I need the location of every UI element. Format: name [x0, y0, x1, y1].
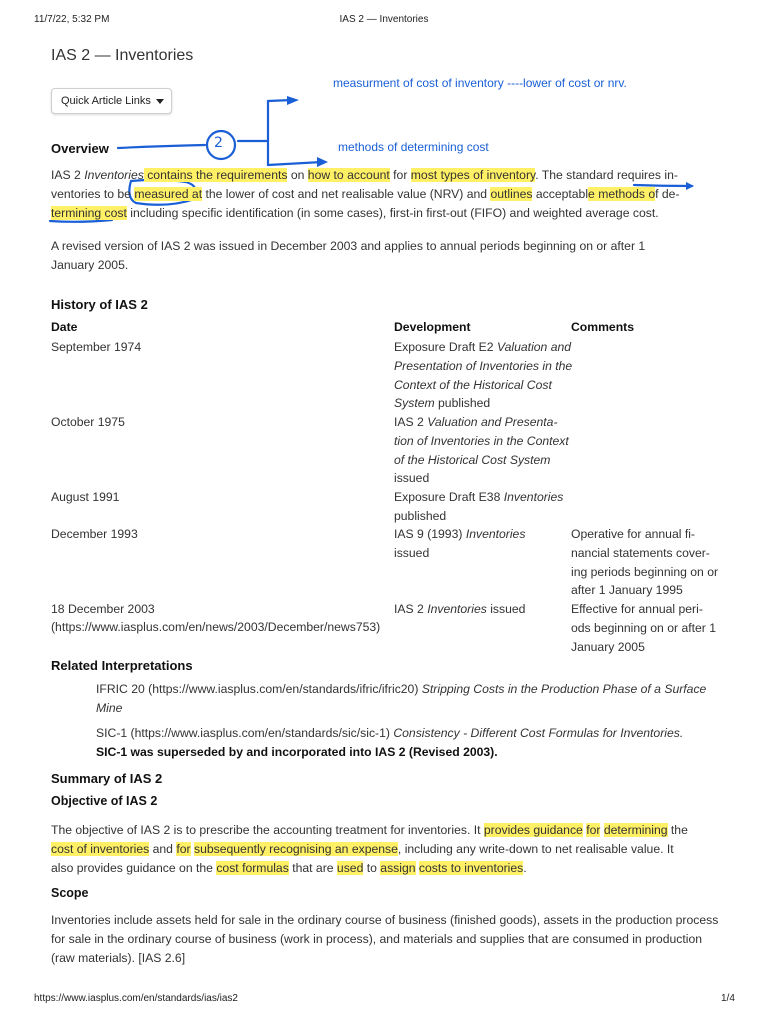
print-datetime: 11/7/22, 5:32 PM [34, 14, 110, 25]
print-title: IAS 2 — Inventories [339, 14, 429, 25]
table-row-development: IAS 2 Valuation and Presenta-tion of Inventories in the Context of the Historical Cost System issued [394, 415, 569, 486]
table-row-comments: Effective for annual peri-ods beginning on or after 1 January 2005 [571, 602, 717, 654]
sic1-link[interactable]: SIC-1 (https://www.iasplus.com/en/standards/sic/sic-1) [96, 726, 394, 740]
table-row-date-link[interactable]: (https://www.iasplus.com/en/news/2003/December/news753) [51, 620, 381, 634]
ifric20-link[interactable]: IFRIC 20 (https://www.iasplus.com/en/standards/ifric/ifric20) [96, 682, 422, 696]
overview-revised-paragraph: A revised version of IAS 2 was issued in December 2003 and applies to annual periods beginning on or after 1 January 2005. [51, 239, 646, 272]
annotation-methods: methods of determining cost [338, 140, 489, 154]
scope-paragraph: Inventories include assets held for sale in the ordinary course of business (finished goods), assets in the production process for sale in the ordinary course of business (work in process), and materials and supplies that are consumed in production (raw materials). [IAS 2.6] [51, 913, 719, 965]
related-heading: Related Interpretations [51, 658, 193, 673]
table-row-date: 18 December 2003 [51, 602, 155, 616]
table-row-comments: Operative for annual fi-nancial statements cover-ing periods beginning on or after 1 January 1995 [571, 527, 719, 598]
table-row-development: Exposure Draft E38 Inventories published [394, 490, 564, 523]
col-header-comments: Comments [571, 320, 634, 334]
table-row-development: Exposure Draft E2 Valuation and Presentation of Inventories in the Context of the Historical Cost System published [394, 340, 573, 411]
summary-heading: Summary of IAS 2 [51, 771, 163, 786]
col-header-development: Development [394, 320, 471, 334]
table-row-date: October 1975 [51, 415, 125, 429]
table-row-development: IAS 9 (1993) Inventories issued [394, 527, 526, 560]
overview-heading: Overview [51, 141, 109, 156]
annotation-circle-number: 2 [214, 135, 223, 151]
page-title: IAS 2 — Inventories [51, 47, 194, 64]
quick-article-links-label: Quick Article Links [61, 95, 151, 107]
history-heading: History of IAS 2 [51, 297, 148, 312]
related-ifric20: IFRIC 20 (https://www.iasplus.com/en/standards/ifric/ifric20) Stripping Costs in the Production Phase of a Surface Mine [96, 682, 707, 715]
footer-page-number: 1/4 [721, 993, 735, 1004]
table-row-date: December 1993 [51, 527, 138, 541]
overview-paragraph: IAS 2 Inventories contains the requirements on how to account for most types of inventory. The standard requires in- ventories to be measured at the lower of cost and net realisable value (NRV) and outlines acceptable methods of de- termining cost including specific identification (in some cases), first-in first-out (FIFO) and weighted average cost. [51, 168, 680, 220]
objective-heading: Objective of IAS 2 [51, 794, 158, 808]
annotation-measurement: measurment of cost of inventory ----lower of cost or nrv. [333, 76, 627, 90]
table-row-development: IAS 2 Inventories issued [394, 602, 526, 616]
scope-heading: Scope [51, 886, 89, 900]
col-header-date: Date [51, 320, 78, 334]
footer-url[interactable]: https://www.iasplus.com/en/standards/ias/ias2 [34, 993, 238, 1004]
objective-paragraph: The objective of IAS 2 is to prescribe the accounting treatment for inventories. It provides guidance for determining the cost of inventories and for subsequently recognising an expense, including any write-down to net realisable value. It also provides guidance on the cost formulas that are used to assign costs to inventories. [51, 823, 688, 875]
table-row-date: August 1991 [51, 490, 120, 504]
table-row-date: September 1974 [51, 340, 142, 354]
related-sic1: SIC-1 (https://www.iasplus.com/en/standards/sic/sic-1) Consistency - Different Cost Formulas for Inventories. SIC-1 was superseded by and incorporated into IAS 2 (Revised 2003). [96, 726, 684, 759]
